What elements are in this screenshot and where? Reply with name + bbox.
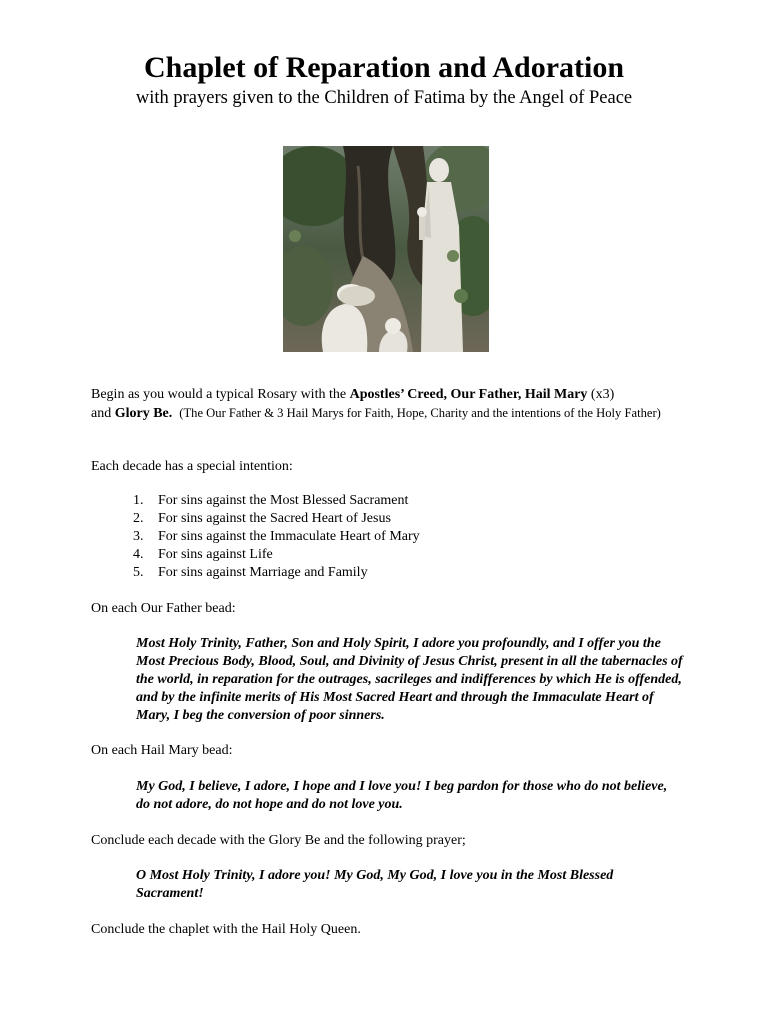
hail-mary-label: On each Hail Mary bead:: [91, 743, 233, 758]
intro-paragraph: [91, 386, 691, 423]
intro-prayers: Apostles’ Creed, Our Father, Hail Mary: [349, 387, 588, 402]
intentions-list: [133, 492, 653, 582]
our-father-prayer: Most Holy Trinity, Father, Son and Holy Spirit, I adore you profoundly, and I offer you the Most Precious Body, Blood, Soul, and Divinity of Jesus Christ, present in all the tabernacles of the world, in reparation for the outrages, sacrileges and indifferences by which He is offended, and by the infinite merits of His Most Sacred Heart and through the Immaculate Heart of Mary, I beg the conversion of poor sinners.: [136, 636, 683, 723]
list-item-text: For sins against Life: [158, 547, 273, 562]
list-item: [133, 528, 653, 546]
conclusion-text: Conclude the chaplet with the Hail Holy Queen.: [91, 922, 361, 937]
list-item-number: 5.: [133, 565, 144, 580]
our-father-label: On each Our Father bead:: [91, 601, 236, 616]
list-item-number: 3.: [133, 529, 144, 544]
glory-be-prayer: O Most Holy Trinity, I adore you! My God, My God, I love you in the Most Blessed Sacrament!: [136, 868, 614, 901]
angel-statue-icon: [283, 146, 489, 352]
list-item: [133, 546, 653, 564]
list-item-number: 4.: [133, 547, 144, 562]
list-item-text: For sins against Marriage and Family: [158, 565, 368, 580]
intro-x3: (x3): [587, 387, 615, 402]
page-subtitle: with prayers given to the Children of Fatima by the Angel of Peace: [135, 88, 633, 108]
list-item: [133, 510, 653, 528]
intro-glory-be: Glory Be.: [114, 406, 173, 421]
decades-heading: Each decade has a special intention:: [91, 459, 293, 474]
list-item: [133, 564, 653, 582]
list-item-text: For sins against the Immaculate Heart of Mary: [158, 529, 420, 544]
page-title: Chaplet of Reparation and Adoration: [143, 51, 625, 84]
list-item-number: 1.: [133, 493, 144, 508]
list-item: [133, 492, 653, 510]
intro-note: (The Our Father & 3 Hail Marys for Faith, Hope, Charity and the intentions of the Holy Father): [179, 406, 661, 420]
glory-be-label: Conclude each decade with the Glory Be and the following prayer;: [91, 833, 466, 848]
intro-lead: Begin as you would a typical Rosary with the: [91, 387, 350, 402]
list-item-text: For sins against the Sacred Heart of Jesus: [158, 511, 391, 526]
angel-statue-photo: [283, 146, 489, 352]
hail-mary-prayer: My God, I believe, I adore, I hope and I love you! I beg pardon for those who do not believe, do not adore, do not hope and do not love you.: [136, 779, 668, 812]
intro-and: and: [91, 406, 115, 421]
list-item-number: 2.: [133, 511, 144, 526]
list-item-text: For sins against the Most Blessed Sacrament: [158, 493, 409, 508]
